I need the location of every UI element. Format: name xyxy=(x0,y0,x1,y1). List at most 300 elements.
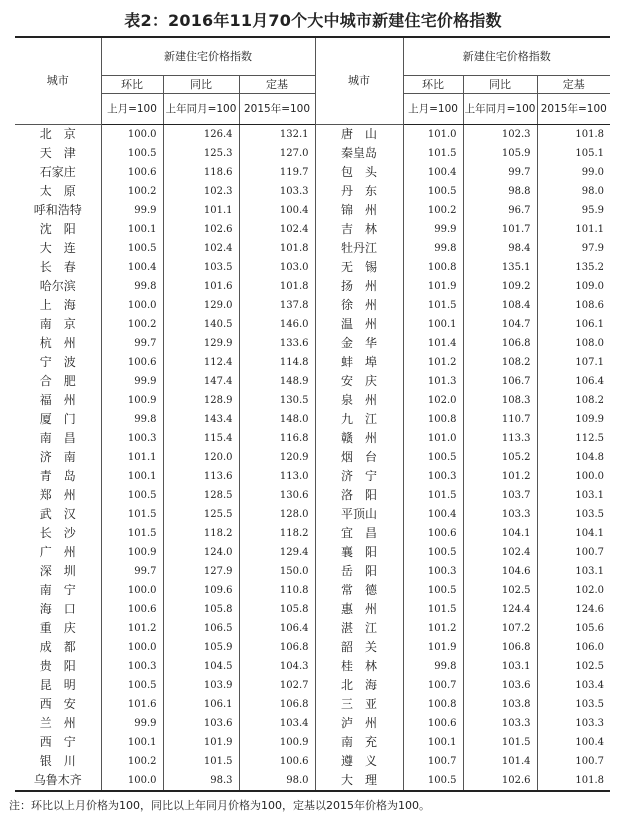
fixed-base-index: 106.1 xyxy=(537,315,610,334)
table-row xyxy=(15,391,610,410)
fixed-base-index: 112.5 xyxy=(537,429,610,448)
yoy-index: 98.8 xyxy=(463,182,537,201)
mom-index: 100.2 xyxy=(101,315,163,334)
mom-index: 99.9 xyxy=(101,201,163,220)
mom-index: 100.0 xyxy=(101,125,163,145)
mom-index: 101.5 xyxy=(403,486,463,505)
yoy-index: 104.6 xyxy=(463,562,537,581)
fixed-base-index: 102.5 xyxy=(537,657,610,676)
mom-index: 100.0 xyxy=(101,771,163,791)
city-name: 太 原 xyxy=(15,182,101,201)
city-name: 丹 东 xyxy=(315,182,403,201)
fixed-base-index: 100.0 xyxy=(537,467,610,486)
mom-index: 99.7 xyxy=(101,334,163,353)
fixed-base-index: 130.5 xyxy=(239,391,315,410)
col-header-fixed-left: 定基 xyxy=(239,76,315,94)
mom-index: 100.3 xyxy=(101,657,163,676)
yoy-index: 127.9 xyxy=(163,562,239,581)
mom-index: 101.5 xyxy=(403,144,463,163)
city-name: 泉 州 xyxy=(315,391,403,410)
mom-index: 101.6 xyxy=(101,695,163,714)
yoy-index: 125.3 xyxy=(163,144,239,163)
yoy-index: 101.5 xyxy=(463,733,537,752)
fixed-base-index: 101.8 xyxy=(537,771,610,791)
city-name: 惠 州 xyxy=(315,600,403,619)
fixed-base-index: 109.9 xyxy=(537,410,610,429)
base-label-mom-right: 上月=100 xyxy=(403,94,463,125)
city-name: 海 口 xyxy=(15,600,101,619)
city-name: 上 海 xyxy=(15,296,101,315)
city-name: 西 宁 xyxy=(15,733,101,752)
fixed-base-index: 106.8 xyxy=(239,638,315,657)
yoy-index: 103.6 xyxy=(463,676,537,695)
mom-index: 100.3 xyxy=(403,562,463,581)
yoy-index: 106.8 xyxy=(463,334,537,353)
table-row xyxy=(15,562,610,581)
mom-index: 101.0 xyxy=(403,429,463,448)
fixed-base-index: 106.8 xyxy=(239,695,315,714)
city-name: 宁 波 xyxy=(15,353,101,372)
city-name: 北 京 xyxy=(15,125,101,145)
fixed-base-index: 118.2 xyxy=(239,524,315,543)
mom-index: 100.8 xyxy=(403,410,463,429)
mom-index: 101.2 xyxy=(403,619,463,638)
fixed-base-index: 100.4 xyxy=(239,201,315,220)
table-row xyxy=(15,410,610,429)
yoy-index: 105.8 xyxy=(163,600,239,619)
table-row xyxy=(15,220,610,239)
city-name: 兰 州 xyxy=(15,714,101,733)
city-name: 济 南 xyxy=(15,448,101,467)
fixed-base-index: 120.9 xyxy=(239,448,315,467)
yoy-index: 118.2 xyxy=(163,524,239,543)
mom-index: 101.2 xyxy=(101,619,163,638)
fixed-base-index: 113.0 xyxy=(239,467,315,486)
table-row xyxy=(15,600,610,619)
yoy-index: 106.5 xyxy=(163,619,239,638)
yoy-index: 143.4 xyxy=(163,410,239,429)
footnote: 注：环比以上月价格为100，同比以上年同月价格为100，定基以2015年价格为100。 xyxy=(9,799,430,812)
yoy-index: 101.2 xyxy=(463,467,537,486)
fixed-base-index: 101.8 xyxy=(537,125,610,145)
mom-index: 101.5 xyxy=(101,524,163,543)
table-row xyxy=(15,771,610,791)
yoy-index: 103.8 xyxy=(463,695,537,714)
yoy-index: 106.1 xyxy=(163,695,239,714)
mom-index: 100.6 xyxy=(403,524,463,543)
yoy-index: 120.0 xyxy=(163,448,239,467)
fixed-base-index: 104.8 xyxy=(537,448,610,467)
table-row xyxy=(15,296,610,315)
mom-index: 99.8 xyxy=(403,239,463,258)
city-name: 哈尔滨 xyxy=(15,277,101,296)
yoy-index: 101.1 xyxy=(163,201,239,220)
yoy-index: 129.0 xyxy=(163,296,239,315)
city-name: 南 宁 xyxy=(15,581,101,600)
city-name: 贵 阳 xyxy=(15,657,101,676)
city-header-left: 城市 xyxy=(15,37,101,125)
fixed-base-index: 137.8 xyxy=(239,296,315,315)
mom-index: 100.5 xyxy=(101,239,163,258)
fixed-base-index: 108.0 xyxy=(537,334,610,353)
yoy-index: 109.6 xyxy=(163,581,239,600)
city-name: 大 理 xyxy=(315,771,403,791)
fixed-base-index: 124.6 xyxy=(537,600,610,619)
city-name: 深 圳 xyxy=(15,562,101,581)
city-name: 北 海 xyxy=(315,676,403,695)
yoy-index: 98.3 xyxy=(163,771,239,791)
fixed-base-index: 103.3 xyxy=(239,182,315,201)
yoy-index: 112.4 xyxy=(163,353,239,372)
fixed-base-index: 103.1 xyxy=(537,562,610,581)
table-row xyxy=(15,543,610,562)
mom-index: 100.1 xyxy=(101,733,163,752)
fixed-base-index: 127.0 xyxy=(239,144,315,163)
table-row xyxy=(15,201,610,220)
city-name: 遵 义 xyxy=(315,752,403,771)
table-row xyxy=(15,524,610,543)
base-label-yoy-left: 上年同月=100 xyxy=(163,94,239,125)
city-name: 扬 州 xyxy=(315,277,403,296)
yoy-index: 124.0 xyxy=(163,543,239,562)
fixed-base-index: 133.6 xyxy=(239,334,315,353)
fixed-base-index: 100.4 xyxy=(537,733,610,752)
city-name: 郑 州 xyxy=(15,486,101,505)
fixed-base-index: 148.9 xyxy=(239,372,315,391)
mom-index: 99.9 xyxy=(403,220,463,239)
yoy-index: 96.7 xyxy=(463,201,537,220)
city-name: 合 肥 xyxy=(15,372,101,391)
city-name: 青 岛 xyxy=(15,467,101,486)
fixed-base-index: 103.5 xyxy=(537,505,610,524)
city-name: 南 京 xyxy=(15,315,101,334)
city-name: 成 都 xyxy=(15,638,101,657)
yoy-index: 103.3 xyxy=(463,714,537,733)
table-title: 表2：2016年11月70个大中城市新建住宅价格指数 xyxy=(124,11,502,30)
yoy-index: 101.4 xyxy=(463,752,537,771)
mom-index: 100.5 xyxy=(403,771,463,791)
city-name: 宜 昌 xyxy=(315,524,403,543)
yoy-index: 102.4 xyxy=(463,543,537,562)
city-name: 福 州 xyxy=(15,391,101,410)
city-name: 洛 阳 xyxy=(315,486,403,505)
mom-index: 100.6 xyxy=(403,714,463,733)
city-name: 赣 州 xyxy=(315,429,403,448)
yoy-index: 113.6 xyxy=(163,467,239,486)
table-row xyxy=(15,467,610,486)
yoy-index: 113.3 xyxy=(463,429,537,448)
fixed-base-index: 150.0 xyxy=(239,562,315,581)
yoy-index: 102.5 xyxy=(463,581,537,600)
city-name: 岳 阳 xyxy=(315,562,403,581)
city-name: 桂 林 xyxy=(315,657,403,676)
fixed-base-index: 146.0 xyxy=(239,315,315,334)
city-name: 包 头 xyxy=(315,163,403,182)
fixed-base-index: 105.8 xyxy=(239,600,315,619)
yoy-index: 104.7 xyxy=(463,315,537,334)
mom-index: 100.8 xyxy=(403,695,463,714)
city-name: 九 江 xyxy=(315,410,403,429)
mom-index: 99.9 xyxy=(101,372,163,391)
mom-index: 100.9 xyxy=(101,543,163,562)
yoy-index: 101.9 xyxy=(163,733,239,752)
city-header-right: 城市 xyxy=(315,37,403,125)
mom-index: 100.2 xyxy=(101,182,163,201)
table-row xyxy=(15,315,610,334)
yoy-index: 108.4 xyxy=(463,296,537,315)
group-header-left: 新建住宅价格指数 xyxy=(101,37,315,76)
fixed-base-index: 109.0 xyxy=(537,277,610,296)
city-name: 杭 州 xyxy=(15,334,101,353)
fixed-base-index: 102.0 xyxy=(537,581,610,600)
fixed-base-index: 103.5 xyxy=(537,695,610,714)
city-name: 常 德 xyxy=(315,581,403,600)
city-name: 秦皇岛 xyxy=(315,144,403,163)
yoy-index: 103.1 xyxy=(463,657,537,676)
city-name: 韶 关 xyxy=(315,638,403,657)
fixed-base-index: 103.4 xyxy=(239,714,315,733)
col-header-yoy-left: 同比 xyxy=(163,76,239,94)
yoy-index: 129.9 xyxy=(163,334,239,353)
yoy-index: 101.5 xyxy=(163,752,239,771)
city-name: 长 沙 xyxy=(15,524,101,543)
city-name: 蚌 埠 xyxy=(315,353,403,372)
table-row xyxy=(15,372,610,391)
mom-index: 100.4 xyxy=(403,505,463,524)
mom-index: 100.5 xyxy=(403,543,463,562)
yoy-index: 118.6 xyxy=(163,163,239,182)
yoy-index: 135.1 xyxy=(463,258,537,277)
fixed-base-index: 104.3 xyxy=(239,657,315,676)
mom-index: 100.4 xyxy=(101,258,163,277)
mom-index: 101.4 xyxy=(403,334,463,353)
mom-index: 100.3 xyxy=(403,467,463,486)
table-row xyxy=(15,429,610,448)
yoy-index: 109.2 xyxy=(463,277,537,296)
city-name: 安 庆 xyxy=(315,372,403,391)
fixed-base-index: 101.8 xyxy=(239,277,315,296)
fixed-base-index: 114.8 xyxy=(239,353,315,372)
mom-index: 100.1 xyxy=(403,315,463,334)
city-name: 平顶山 xyxy=(315,505,403,524)
col-header-yoy-right: 同比 xyxy=(463,76,537,94)
fixed-base-index: 130.6 xyxy=(239,486,315,505)
table-row xyxy=(15,714,610,733)
fixed-base-index: 98.0 xyxy=(239,771,315,791)
table-row xyxy=(15,486,610,505)
yoy-index: 115.4 xyxy=(163,429,239,448)
fixed-base-index: 135.2 xyxy=(537,258,610,277)
table-row xyxy=(15,638,610,657)
fixed-base-index: 107.1 xyxy=(537,353,610,372)
yoy-index: 99.7 xyxy=(463,163,537,182)
table-row xyxy=(15,182,610,201)
fixed-base-index: 108.2 xyxy=(537,391,610,410)
fixed-base-index: 116.8 xyxy=(239,429,315,448)
fixed-base-index: 100.7 xyxy=(537,752,610,771)
yoy-index: 102.3 xyxy=(163,182,239,201)
mom-index: 100.8 xyxy=(403,258,463,277)
yoy-index: 98.4 xyxy=(463,239,537,258)
table-row xyxy=(15,277,610,296)
base-label-fixed-right: 2015年=100 xyxy=(537,94,610,125)
fixed-base-index: 105.1 xyxy=(537,144,610,163)
fixed-base-index: 105.6 xyxy=(537,619,610,638)
city-name: 大 连 xyxy=(15,239,101,258)
mom-index: 100.0 xyxy=(101,638,163,657)
fixed-base-index: 100.9 xyxy=(239,733,315,752)
fixed-base-index: 103.0 xyxy=(239,258,315,277)
city-name: 济 宁 xyxy=(315,467,403,486)
mom-index: 99.8 xyxy=(101,277,163,296)
mom-index: 101.5 xyxy=(403,296,463,315)
yoy-index: 108.2 xyxy=(463,353,537,372)
mom-index: 100.6 xyxy=(101,353,163,372)
fixed-base-index: 102.4 xyxy=(239,220,315,239)
city-name: 吉 林 xyxy=(315,220,403,239)
yoy-index: 102.6 xyxy=(463,771,537,791)
yoy-index: 103.3 xyxy=(463,505,537,524)
yoy-index: 107.2 xyxy=(463,619,537,638)
mom-index: 101.0 xyxy=(403,125,463,145)
fixed-base-index: 101.8 xyxy=(239,239,315,258)
fixed-base-index: 99.0 xyxy=(537,163,610,182)
mom-index: 99.8 xyxy=(403,657,463,676)
mom-index: 100.2 xyxy=(101,752,163,771)
yoy-index: 102.3 xyxy=(463,125,537,145)
mom-index: 100.5 xyxy=(101,144,163,163)
yoy-index: 140.5 xyxy=(163,315,239,334)
table-row xyxy=(15,125,610,145)
yoy-index: 104.1 xyxy=(463,524,537,543)
yoy-index: 101.7 xyxy=(463,220,537,239)
col-header-fixed-right: 定基 xyxy=(537,76,610,94)
mom-index: 100.0 xyxy=(101,296,163,315)
mom-index: 101.5 xyxy=(403,600,463,619)
table-row xyxy=(15,733,610,752)
mom-index: 100.6 xyxy=(101,600,163,619)
city-name: 西 安 xyxy=(15,695,101,714)
fixed-base-index: 98.0 xyxy=(537,182,610,201)
fixed-base-index: 106.0 xyxy=(537,638,610,657)
yoy-index: 103.5 xyxy=(163,258,239,277)
fixed-base-index: 103.4 xyxy=(537,676,610,695)
yoy-index: 106.8 xyxy=(463,638,537,657)
mom-index: 99.8 xyxy=(101,410,163,429)
table-row xyxy=(15,144,610,163)
fixed-base-index: 132.1 xyxy=(239,125,315,145)
base-label-mom-left: 上月=100 xyxy=(101,94,163,125)
base-label-fixed-left: 2015年=100 xyxy=(239,94,315,125)
mom-index: 100.1 xyxy=(101,467,163,486)
yoy-index: 106.7 xyxy=(463,372,537,391)
city-name: 广 州 xyxy=(15,543,101,562)
fixed-base-index: 129.4 xyxy=(239,543,315,562)
mom-index: 100.5 xyxy=(403,448,463,467)
city-name: 无 锡 xyxy=(315,258,403,277)
city-name: 南 充 xyxy=(315,733,403,752)
table-row xyxy=(15,695,610,714)
yoy-index: 124.4 xyxy=(463,600,537,619)
mom-index: 102.0 xyxy=(403,391,463,410)
yoy-index: 126.4 xyxy=(163,125,239,145)
city-name: 襄 阳 xyxy=(315,543,403,562)
fixed-base-index: 103.1 xyxy=(537,486,610,505)
fixed-base-index: 101.1 xyxy=(537,220,610,239)
mom-index: 100.1 xyxy=(101,220,163,239)
yoy-index: 104.5 xyxy=(163,657,239,676)
table-row xyxy=(15,505,610,524)
city-name: 泸 州 xyxy=(315,714,403,733)
yoy-index: 125.5 xyxy=(163,505,239,524)
mom-index: 100.7 xyxy=(403,752,463,771)
table-row xyxy=(15,676,610,695)
table-row xyxy=(15,448,610,467)
fixed-base-index: 102.7 xyxy=(239,676,315,695)
table-row xyxy=(15,258,610,277)
mom-index: 100.5 xyxy=(403,182,463,201)
yoy-index: 102.6 xyxy=(163,220,239,239)
city-name: 湛 江 xyxy=(315,619,403,638)
table-row xyxy=(15,334,610,353)
city-name: 金 华 xyxy=(315,334,403,353)
fixed-base-index: 97.9 xyxy=(537,239,610,258)
city-name: 牡丹江 xyxy=(315,239,403,258)
mom-index: 100.6 xyxy=(101,163,163,182)
city-name: 厦 门 xyxy=(15,410,101,429)
col-header-mom-left: 环比 xyxy=(101,76,163,94)
fixed-base-index: 108.6 xyxy=(537,296,610,315)
mom-index: 99.9 xyxy=(101,714,163,733)
city-name: 锦 州 xyxy=(315,201,403,220)
city-name: 唐 山 xyxy=(315,125,403,145)
mom-index: 101.5 xyxy=(101,505,163,524)
mom-index: 101.2 xyxy=(403,353,463,372)
fixed-base-index: 106.4 xyxy=(537,372,610,391)
fixed-base-index: 95.9 xyxy=(537,201,610,220)
mom-index: 100.4 xyxy=(403,163,463,182)
yoy-index: 105.9 xyxy=(463,144,537,163)
fixed-base-index: 148.0 xyxy=(239,410,315,429)
fixed-base-index: 110.8 xyxy=(239,581,315,600)
fixed-base-index: 100.6 xyxy=(239,752,315,771)
mom-index: 100.3 xyxy=(101,429,163,448)
yoy-index: 103.9 xyxy=(163,676,239,695)
table-body xyxy=(15,125,610,792)
yoy-index: 102.4 xyxy=(163,239,239,258)
city-name: 重 庆 xyxy=(15,619,101,638)
fixed-base-index: 104.1 xyxy=(537,524,610,543)
yoy-index: 147.4 xyxy=(163,372,239,391)
yoy-index: 128.9 xyxy=(163,391,239,410)
table-row xyxy=(15,752,610,771)
group-header-right: 新建住宅价格指数 xyxy=(403,37,610,76)
city-name: 石家庄 xyxy=(15,163,101,182)
city-name: 昆 明 xyxy=(15,676,101,695)
city-name: 三 亚 xyxy=(315,695,403,714)
mom-index: 100.9 xyxy=(101,391,163,410)
city-name: 徐 州 xyxy=(315,296,403,315)
fixed-base-index: 128.0 xyxy=(239,505,315,524)
city-name: 武 汉 xyxy=(15,505,101,524)
yoy-index: 101.6 xyxy=(163,277,239,296)
yoy-index: 110.7 xyxy=(463,410,537,429)
yoy-index: 103.7 xyxy=(463,486,537,505)
yoy-index: 105.9 xyxy=(163,638,239,657)
yoy-index: 128.5 xyxy=(163,486,239,505)
mom-index: 100.5 xyxy=(101,486,163,505)
mom-index: 101.9 xyxy=(403,638,463,657)
